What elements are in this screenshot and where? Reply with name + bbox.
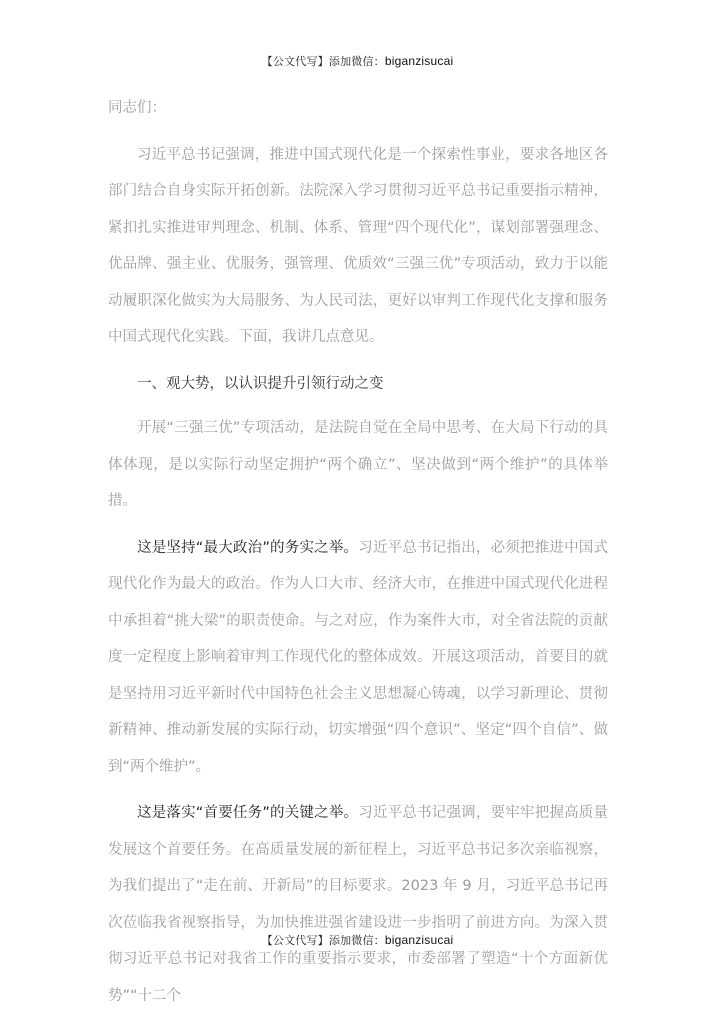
intro-paragraph: 习近平总书记强调，推进中国式现代化是一个探索性事业，要求各地区各部门结合自身实际开拓创新。法院深入学习贯彻习近平总书记重要指示精神，紧扣扎实推进审判理念、机制、体系、管理“四个现代化”，谋划部署强理念、优品牌、强主业、优服务，强管理、优质效“三强三优”专项活动，致力于以能动履职深化做实为大局服务、为人民司法，更好以审判工作现代化支撑和服务中国式现代化实践。下面，我讲几点意见。 [108, 146, 608, 345]
document-body [108, 90, 608, 1014]
section1-intro-paragraph: 开展“三强三优”专项活动，是法院自觉在全局中思考、在大局下行动的具体体现，是以实际行动坚定拥护“两个确立”、坚决做到“两个维护”的具体举措。 [108, 420, 608, 509]
footer-label: 【公文代写】添加微信： [261, 934, 385, 947]
salutation: 同志们： [108, 100, 166, 116]
page-footer [0, 932, 715, 948]
header-label: 【公文代写】添加微信： [261, 55, 385, 68]
header-wechat-id: biganzisucai [384, 54, 454, 68]
point-paragraph-2 [108, 795, 608, 1014]
section-heading-1: 一、观大势，以认识提升引领行动之变 [137, 375, 384, 392]
point-text-1: 习近平总书记指出，必须把推进中国式现代化作为最大的政治。作为人口大市、经济大市，在推进中国式现代化进程中承担着“挑大梁”的职责使命。与之对应，作为案件大市，对全省法院的贡献度一定程度上影响着审判工作现代化的整体成效。开展这项活动，首要目的就是坚持用习近平新时代中国特色社会主义思想凝心铸魂，以学习新理论、贯彻新精神、推动新发展的实际行动，切实增强“四个意识”、坚定“四个自信”、做到“两个维护”。 [108, 539, 608, 775]
footer-wechat-id: biganzisucai [384, 933, 454, 947]
page-header [0, 53, 715, 69]
point-text-2: 习近平总书记强调，要牢牢把握高质量发展这个首要任务。在高质量发展的新征程上，习近平总书记多次亲临视察，为我们提出了“走在前、开新局”的目标要求。2023 年 9 月，习近平总书记再次莅临我省视察指导，为加快推进强省建设进一步指明了前进方向。为深入贯彻习近平总书记对我省工作的重要指示要求，市委部署了塑造“十个方面新优势”“十二个 [108, 805, 608, 1004]
point-lead-2: 这是落实“首要任务”的关键之举。 [137, 805, 359, 821]
point-paragraph-1 [108, 530, 608, 786]
point-lead-1: 这是坚持“最大政治”的务实之举。 [137, 539, 359, 556]
